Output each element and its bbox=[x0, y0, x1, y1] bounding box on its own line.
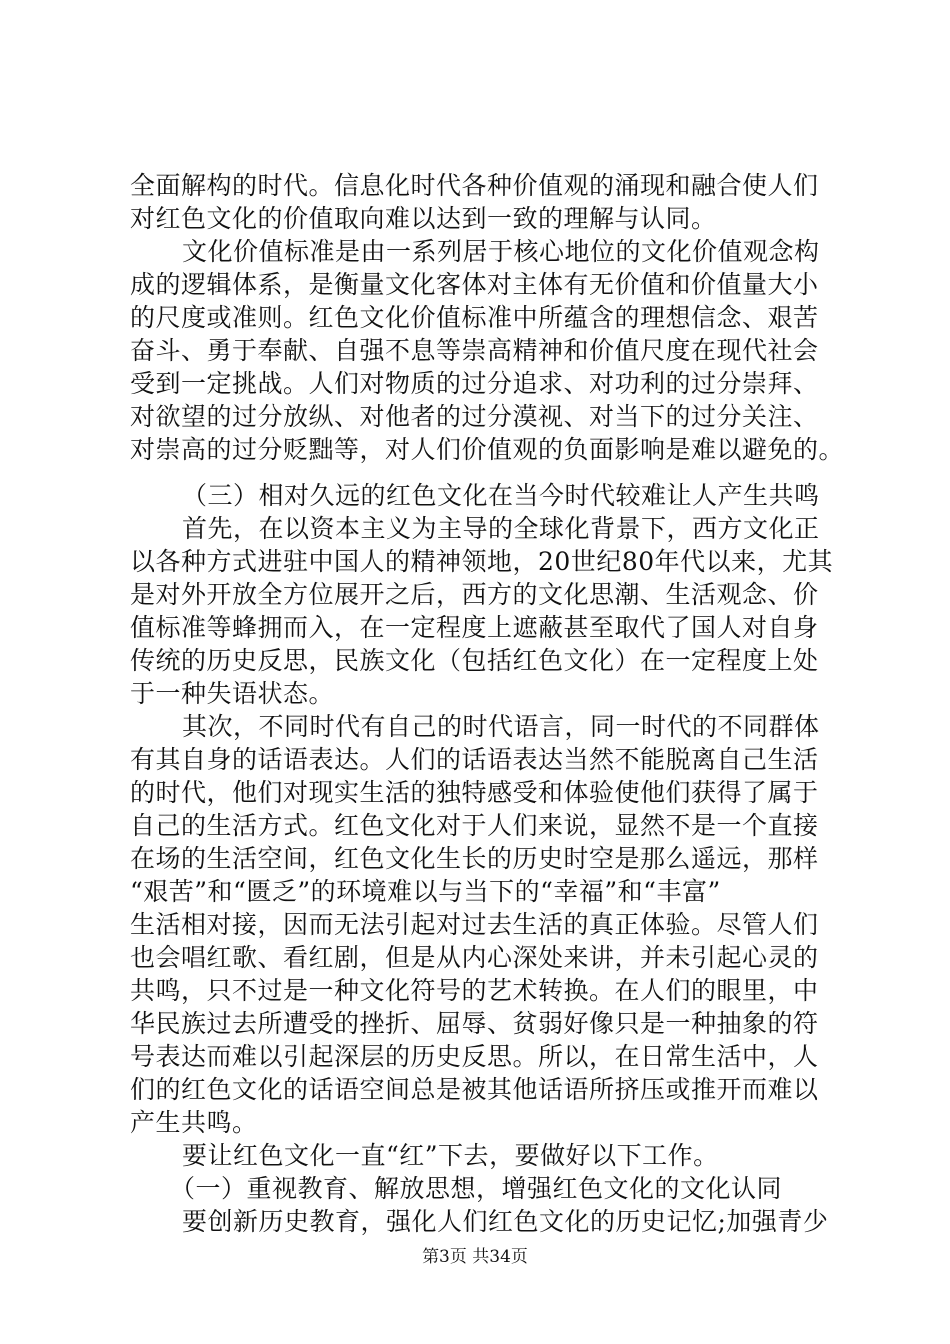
paragraph-start-line: 要创新历史教育，强化人们红色文化的历史记忆;加强青少 bbox=[182, 1207, 829, 1236]
text-line: 成的逻辑体系，是衡量文化客体对主体有无价值和价值量大小 bbox=[130, 270, 819, 299]
section-heading: （三）相对久远的红色文化在当今时代较难让人产生共鸣 bbox=[182, 481, 820, 510]
text-line: 华民族过去所遭受的挫折、屈辱、贫弱好像只是一种抽象的符 bbox=[130, 1009, 819, 1038]
text-line: “艰苦”和“匮乏”的环境难以与当下的“幸福”和“丰富” bbox=[130, 877, 721, 906]
text-line: 对欲望的过分放纵、对他者的过分漠视、对当下的过分关注、 bbox=[130, 402, 819, 431]
text-line: 自己的生活方式。红色文化对于人们来说，显然不是一个直接 bbox=[130, 811, 819, 840]
page-number-footer: 第3页 共34页 bbox=[422, 1247, 528, 1267]
text-line: 在场的生活空间，红色文化生长的历史时空是那么遥远，那样 bbox=[130, 844, 819, 873]
text-line: 也会唱红歌、看红剧，但是从内心深处来讲，并未引起心灵的 bbox=[130, 943, 819, 972]
text-line: 生活相对接，因而无法引起对过去生活的真正体验。尽管人们 bbox=[130, 910, 819, 939]
text-line: 的时代，他们对现实生活的独特感受和体验使他们获得了属于 bbox=[130, 778, 819, 807]
text-line: 的尺度或准则。红色文化价值标准中所蕴含的理想信念、艰苦 bbox=[130, 303, 819, 332]
text-line: 产生共鸣。 bbox=[130, 1108, 258, 1137]
text-line: 值标准等蜂拥而入，在一定程度上遮蔽甚至取代了国人对自身 bbox=[130, 613, 819, 642]
text-line: 们的红色文化的话语空间总是被其他话语所挤压或推开而难以 bbox=[130, 1075, 819, 1104]
text-line: 受到一定挑战。人们对物质的过分追求、对功利的过分崇拜、 bbox=[130, 369, 819, 398]
paragraph-start-line: 其次，不同时代有自己的时代语言，同一时代的不同群体 bbox=[182, 712, 820, 741]
paragraph-start-line: 首先，在以资本主义为主导的全球化背景下，西方文化正 bbox=[182, 514, 820, 543]
text-line: 对崇高的过分贬黜等，对人们价值观的负面影响是难以避免的。 bbox=[130, 435, 845, 464]
text-line: 全面解构的时代。信息化时代各种价值观的涌现和融合使人们 bbox=[130, 171, 819, 200]
paragraph-start-line: 文化价值标准是由一系列居于核心地位的文化价值观念构 bbox=[182, 237, 820, 266]
section-heading: （一）重视教育、解放思想，增强红色文化的文化认同 bbox=[170, 1174, 783, 1203]
text-line: 号表达而难以引起深层的历史反思。所以，在日常生活中，人 bbox=[130, 1042, 819, 1071]
text-line: 有其自身的话语表达。人们的话语表达当然不能脱离自己生活 bbox=[130, 745, 819, 774]
text-line: 对红色文化的价值取向难以达到一致的理解与认同。 bbox=[130, 204, 717, 233]
paragraph-start-line: 要让红色文化一直“红”下去，要做好以下工作。 bbox=[182, 1141, 719, 1170]
text-line: 奋斗、勇于奉献、自强不息等崇高精神和价值尺度在现代社会 bbox=[130, 336, 819, 365]
text-line: 于一种失语状态。 bbox=[130, 679, 335, 708]
text-line: 是对外开放全方位展开之后，西方的文化思潮、生活观念、价 bbox=[130, 580, 819, 609]
text-line: 共鸣，只不过是一种文化符号的艺术转换。在人们的眼里，中 bbox=[130, 976, 819, 1005]
text-line: 以各种方式进驻中国人的精神领地，20世纪80年代以来，尤其 bbox=[130, 547, 834, 576]
text-line: 传统的历史反思，民族文化（包括红色文化）在一定程度上处 bbox=[130, 646, 819, 675]
